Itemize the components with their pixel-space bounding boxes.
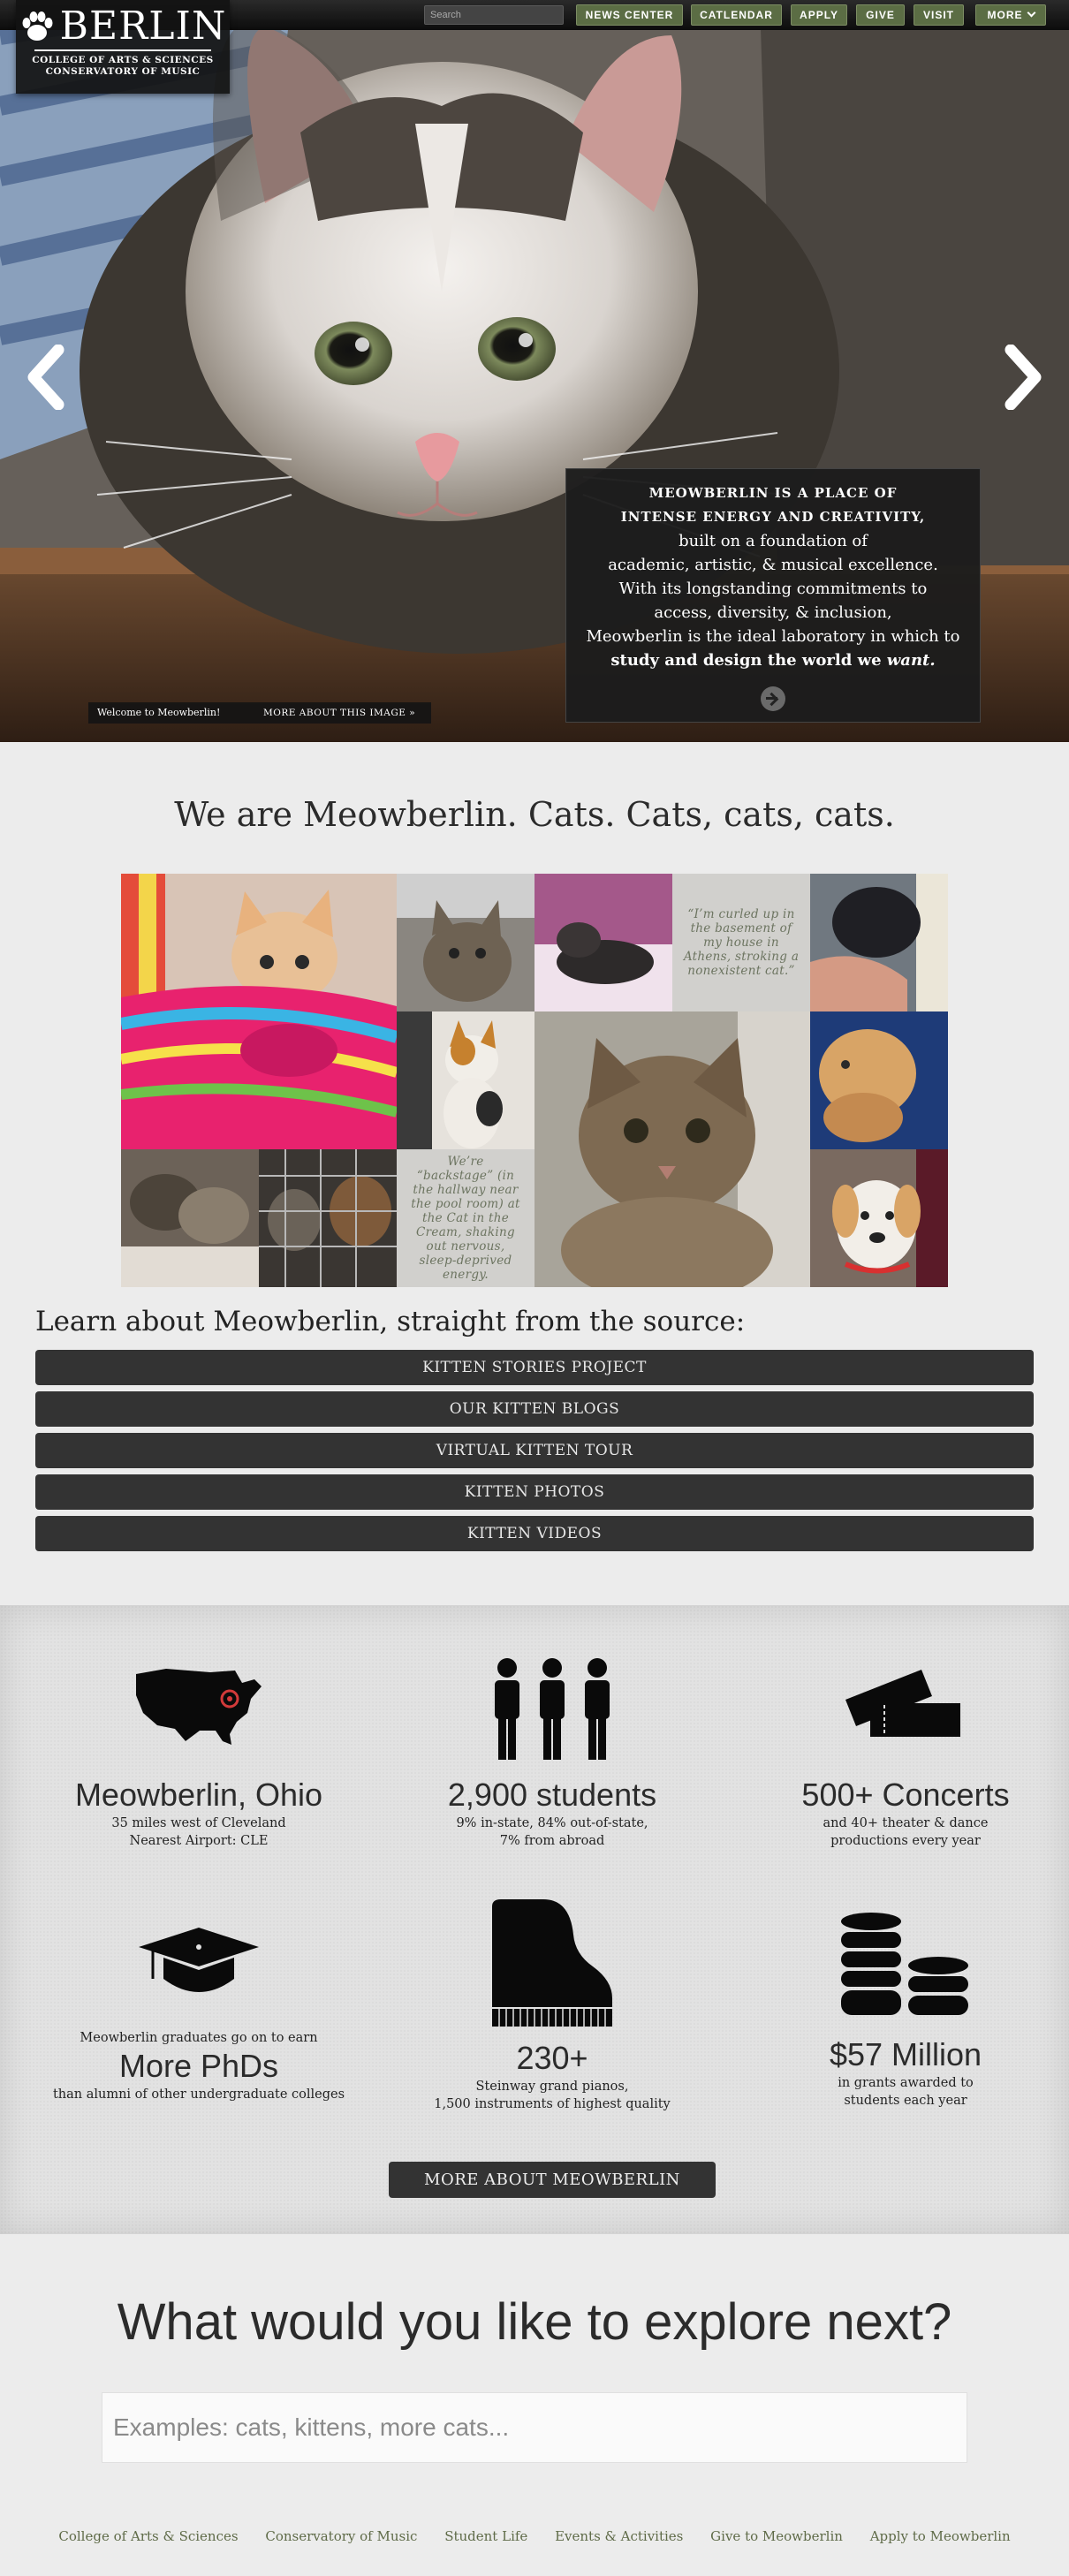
stat-concerts-value: 500+ Concerts (801, 1777, 1010, 1813)
stat-grants-value: $57 Million (829, 2036, 982, 2072)
kitten-photo[interactable] (397, 1011, 534, 1149)
explore-search-input[interactable] (102, 2392, 967, 2463)
callout-emphasis (566, 648, 980, 672)
logo-divider (34, 49, 211, 51)
footer-links (0, 2528, 1069, 2544)
stat-grants (738, 2035, 1069, 2110)
stat-location-value: Meowberlin, Ohio (74, 1777, 323, 1813)
kitten-photo[interactable] (534, 1011, 810, 1287)
footer-link-conservatory[interactable]: Conservatory of Music (265, 2528, 418, 2544)
stat-pianos-detail: 1,500 instruments of highest quality (434, 2097, 671, 2111)
students-icon (488, 1657, 617, 1760)
search-input[interactable] (424, 5, 564, 25)
puppy-photo[interactable] (810, 1149, 948, 1287)
kitten-photo[interactable] (534, 874, 672, 1011)
stat-grants-detail: in grants awarded to (838, 2076, 974, 2090)
paw-icon (19, 9, 55, 44)
explore-heading: What would you like to explore next? (117, 2293, 952, 2351)
stat-concerts-detail: and 40+ theater & dance (823, 1816, 989, 1830)
stat-pianos (384, 2039, 720, 2113)
callout-line: With its longstanding commitments to (618, 580, 928, 598)
arrow-right-circle-icon[interactable] (761, 686, 785, 711)
nav-visit-button[interactable]: VISIT (914, 4, 964, 26)
chevron-down-icon (1027, 9, 1035, 18)
logo-subtitle: COLLEGE OF ARTS & SCIENCES (32, 55, 214, 65)
stat-pianos-detail: Steinway grand pianos, (475, 2080, 629, 2094)
logo-title: BERLIN (59, 4, 227, 49)
student-quote: “I’m curled up in the basement of my house in Athens, stroking a nonexistent cat.” (672, 874, 810, 1011)
graduation-cap-icon (137, 1926, 261, 1996)
footer-link-arts-sciences[interactable]: College of Arts & Sciences (58, 2528, 239, 2544)
photo-mosaic (121, 874, 948, 1287)
footer-link-student-life[interactable]: Student Life (444, 2528, 528, 2544)
stat-location-detail: Nearest Airport: CLE (129, 1834, 269, 1848)
nav-apply-button[interactable]: APPLY (791, 4, 847, 26)
nav-catlendar-button[interactable]: CATLENDAR (691, 4, 782, 26)
kitten-photo[interactable] (810, 874, 948, 1011)
stat-students-detail: 7% from abroad (499, 1834, 605, 1848)
hero-callout (565, 468, 981, 723)
virtual-kitten-tour-button[interactable]: VIRTUAL KITTEN TOUR (35, 1433, 1034, 1468)
footer-link-events[interactable]: Events & Activities (555, 2528, 684, 2544)
stat-phds-intro: Meowberlin graduates go on to earn (80, 2031, 318, 2045)
stat-pianos-value: 230+ (516, 2040, 588, 2076)
stat-grants-detail: students each year (844, 2094, 967, 2108)
callout-line: INTENSE ENERGY AND CREATIVITY, (620, 509, 926, 525)
hero-slideshow (0, 0, 1069, 742)
kitten-videos-button[interactable]: KITTEN VIDEOS (35, 1516, 1034, 1551)
stat-students-value: 2,900 students (447, 1777, 657, 1813)
callout-line: academic, artistic, & musical excellence. (608, 556, 938, 574)
coins-icon (839, 1913, 970, 2017)
hero-next-arrow[interactable] (1002, 345, 1046, 410)
stat-location (31, 1776, 367, 1850)
our-kitten-blogs-button[interactable]: OUR KITTEN BLOGS (35, 1391, 1034, 1427)
learn-heading: Learn about Meowberlin, straight from the source: (35, 1306, 746, 1337)
nav-news-center-button[interactable]: NEWS CENTER (576, 4, 683, 26)
callout-line: access, diversity, & inclusion, (654, 603, 892, 622)
callout-emphasis-text: study and design the world we (610, 651, 887, 670)
logo-wordmark (16, 4, 230, 49)
more-about-image-link[interactable]: MORE ABOUT THIS IMAGE » (263, 708, 416, 718)
stat-phds (31, 2029, 367, 2103)
intro-heading: We are Meowberlin. Cats. Cats, cats, cats. (174, 795, 895, 834)
callout-line: Meowberlin is the ideal laboratory in which to (586, 627, 960, 646)
site-logo[interactable] (16, 0, 230, 94)
callout-line: MEOWBERLIN IS A PLACE OF (648, 485, 898, 501)
more-about-meowberlin-button[interactable]: MORE ABOUT MEOWBERLIN (389, 2162, 716, 2198)
stat-phds-value: More PhDs (118, 2048, 279, 2084)
grand-piano-icon (489, 1899, 616, 2028)
stat-concerts (738, 1776, 1069, 1850)
caption-text: Welcome to Meowberlin! (97, 707, 221, 718)
footer-link-apply[interactable]: Apply to Meowberlin (869, 2528, 1011, 2544)
stat-students-detail: 9% in-state, 84% out-of-state, (456, 1816, 648, 1830)
kitten-photo[interactable] (121, 874, 397, 1149)
hero-prev-arrow[interactable] (23, 345, 67, 410)
footer-link-give[interactable]: Give to Meowberlin (710, 2528, 843, 2544)
nav-more-label: MORE (987, 9, 1023, 21)
stat-students (384, 1776, 720, 1850)
kitten-photo[interactable] (121, 1149, 259, 1287)
kitten-photos-button[interactable]: KITTEN PHOTOS (35, 1474, 1034, 1510)
kitten-stories-project-button[interactable]: KITTEN STORIES PROJECT (35, 1350, 1034, 1385)
nav-more-button[interactable] (975, 4, 1046, 26)
kitten-photo[interactable] (397, 874, 534, 1011)
kitten-photo[interactable] (810, 1011, 948, 1149)
student-quote: We’re “backstage” (in the hallway near the pool room) at the Cat in the Cream, shaking out nervous, sleep-deprived energy. (397, 1149, 534, 1287)
callout-emphasis-italic: want. (886, 651, 936, 670)
logo-subtitle: CONSERVATORY OF MUSIC (45, 66, 201, 77)
nav-give-button[interactable]: GIVE (856, 4, 905, 26)
stat-location-detail: 35 miles west of Cleveland (111, 1816, 286, 1830)
hero-caption-bar (88, 702, 431, 724)
stat-concerts-detail: productions every year (830, 1834, 981, 1848)
kitten-photo[interactable] (259, 1149, 397, 1287)
ticket-icon (844, 1668, 964, 1740)
callout-line: built on a foundation of (679, 532, 868, 550)
usa-map-icon (131, 1663, 265, 1748)
stat-phds-detail: than alumni of other undergraduate colleges (52, 2087, 345, 2102)
